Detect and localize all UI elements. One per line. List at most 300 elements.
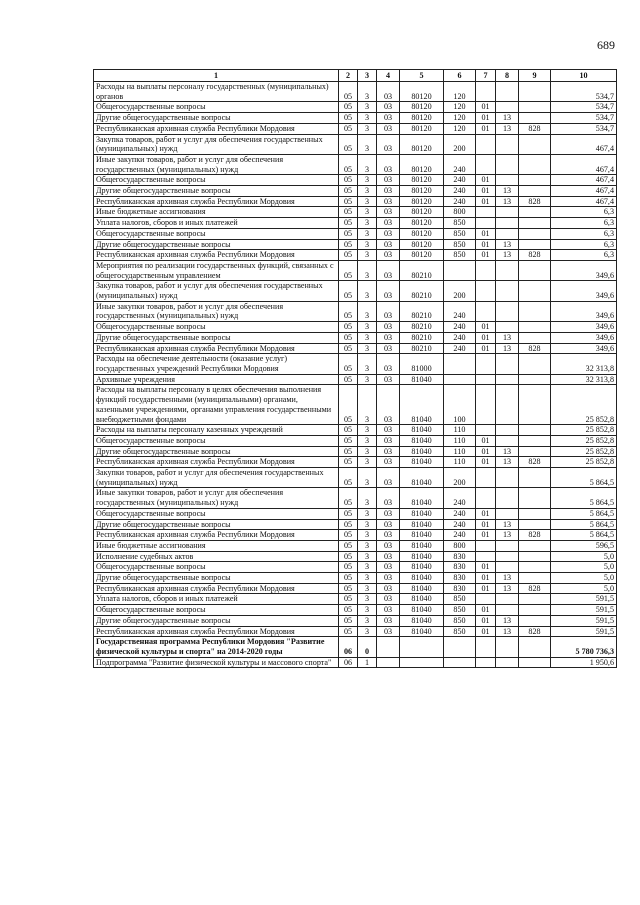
table-row (94, 322, 617, 333)
code-cell: 80120 (400, 207, 444, 218)
name-cell: Мероприятия по реализации государственных функций, связанных с общегосударственным управлением (94, 260, 339, 280)
code-cell: 100 (444, 385, 476, 425)
code-cell: 13 (496, 530, 519, 541)
code-cell: 13 (496, 583, 519, 594)
table-row (94, 343, 617, 354)
code-cell: 03 (377, 301, 400, 321)
name-cell: Иные закупки товаров, работ и услуг для обеспечения государственных (муниципальных) нужд (94, 154, 339, 174)
code-cell: 828 (519, 196, 551, 207)
code-cell: 828 (519, 530, 551, 541)
code-cell: 3 (358, 488, 377, 508)
table-row (94, 218, 617, 229)
code-cell: 06 (339, 657, 358, 668)
code-cell: 01 (476, 186, 496, 197)
code-cell: 13 (496, 615, 519, 626)
code-cell (519, 446, 551, 457)
code-cell (476, 385, 496, 425)
table-row (94, 123, 617, 134)
code-cell: 05 (339, 218, 358, 229)
code-cell: 03 (377, 354, 400, 374)
code-cell: 3 (358, 175, 377, 186)
code-cell: 80120 (400, 102, 444, 113)
code-cell: 3 (358, 218, 377, 229)
code-cell: 03 (377, 435, 400, 446)
amount-cell: 25 852,8 (551, 425, 617, 436)
header-cell: 2 (339, 70, 358, 82)
amount-cell: 5,0 (551, 583, 617, 594)
name-cell: Общегосударственные вопросы (94, 508, 339, 519)
code-cell: 03 (377, 239, 400, 250)
table-row (94, 281, 617, 301)
code-cell (476, 425, 496, 436)
code-cell: 81040 (400, 508, 444, 519)
code-cell: 05 (339, 175, 358, 186)
table-row (94, 385, 617, 425)
name-cell: Закупка товаров, работ и услуг для обеспечения государственных (муниципальных) нужд (94, 134, 339, 154)
code-cell: 05 (339, 519, 358, 530)
code-cell: 3 (358, 626, 377, 637)
code-cell: 01 (476, 322, 496, 333)
code-cell (444, 354, 476, 374)
code-cell: 01 (476, 332, 496, 343)
code-cell: 03 (377, 175, 400, 186)
code-cell: 81040 (400, 573, 444, 584)
code-cell: 80120 (400, 239, 444, 250)
table-row (94, 530, 617, 541)
table-row (94, 228, 617, 239)
code-cell: 120 (444, 123, 476, 134)
name-cell: Другие общегосударственные вопросы (94, 113, 339, 124)
code-cell: 03 (377, 332, 400, 343)
code-cell: 05 (339, 594, 358, 605)
code-cell (519, 594, 551, 605)
table-row (94, 435, 617, 446)
code-cell (519, 102, 551, 113)
table-row (94, 446, 617, 457)
code-cell (496, 562, 519, 573)
amount-cell: 5 864,5 (551, 468, 617, 488)
table-row (94, 250, 617, 261)
code-cell: 830 (444, 573, 476, 584)
table-row (94, 468, 617, 488)
code-cell (444, 260, 476, 280)
code-cell (496, 468, 519, 488)
code-cell: 80120 (400, 218, 444, 229)
code-cell: 03 (377, 343, 400, 354)
name-cell: Республиканская архивная служба Республики Мордовия (94, 343, 339, 354)
code-cell: 80120 (400, 186, 444, 197)
code-cell (496, 488, 519, 508)
code-cell: 01 (476, 457, 496, 468)
code-cell: 3 (358, 435, 377, 446)
code-cell: 120 (444, 113, 476, 124)
budget-table (93, 69, 617, 668)
code-cell: 850 (444, 605, 476, 616)
code-cell: 81040 (400, 519, 444, 530)
table-row (94, 457, 617, 468)
table-row (94, 519, 617, 530)
code-cell: 3 (358, 457, 377, 468)
code-cell: 05 (339, 583, 358, 594)
name-cell: Республиканская архивная служба Республики Мордовия (94, 123, 339, 134)
table-row (94, 605, 617, 616)
name-cell: Иные бюджетные ассигнования (94, 540, 339, 551)
amount-cell: 25 852,8 (551, 435, 617, 446)
code-cell: 03 (377, 583, 400, 594)
code-cell (496, 260, 519, 280)
code-cell: 05 (339, 354, 358, 374)
name-cell: Закупка товаров, работ и услуг для обеспечения государственных (муниципальных) нужд (94, 281, 339, 301)
code-cell (476, 154, 496, 174)
code-cell (519, 508, 551, 519)
amount-cell: 5 864,5 (551, 488, 617, 508)
code-cell (519, 551, 551, 562)
name-cell: Республиканская архивная служба Республики Мордовия (94, 457, 339, 468)
table-row (94, 551, 617, 562)
code-cell: 05 (339, 605, 358, 616)
table-row (94, 540, 617, 551)
code-cell: 828 (519, 343, 551, 354)
code-cell: 800 (444, 207, 476, 218)
name-cell: Другие общегосударственные вопросы (94, 573, 339, 584)
code-cell (519, 154, 551, 174)
code-cell: 1 (358, 657, 377, 668)
code-cell: 05 (339, 446, 358, 457)
code-cell (476, 540, 496, 551)
code-cell: 200 (444, 134, 476, 154)
name-cell: Расходы на выплаты персоналу государственных (муниципальных) органов (94, 82, 339, 102)
code-cell: 240 (444, 175, 476, 186)
code-cell (496, 281, 519, 301)
code-cell: 830 (444, 562, 476, 573)
name-cell: Другие общегосударственные вопросы (94, 186, 339, 197)
code-cell (496, 102, 519, 113)
code-cell: 13 (496, 196, 519, 207)
code-cell: 05 (339, 551, 358, 562)
code-cell: 03 (377, 281, 400, 301)
code-cell: 03 (377, 218, 400, 229)
name-cell: Республиканская архивная служба Республики Мордовия (94, 250, 339, 261)
name-cell: Республиканская архивная служба Республики Мордовия (94, 626, 339, 637)
code-cell (496, 301, 519, 321)
header-cell: 4 (377, 70, 400, 82)
code-cell: 05 (339, 425, 358, 436)
code-cell (519, 605, 551, 616)
table-row (94, 374, 617, 385)
code-cell: 03 (377, 488, 400, 508)
amount-cell: 467,4 (551, 134, 617, 154)
code-cell: 05 (339, 468, 358, 488)
code-cell: 81040 (400, 385, 444, 425)
code-cell: 03 (377, 250, 400, 261)
code-cell: 110 (444, 446, 476, 457)
code-cell: 3 (358, 250, 377, 261)
code-cell: 3 (358, 123, 377, 134)
code-cell: 05 (339, 508, 358, 519)
code-cell: 3 (358, 468, 377, 488)
code-cell: 850 (444, 239, 476, 250)
code-cell: 01 (476, 435, 496, 446)
table-row (94, 573, 617, 584)
code-cell (519, 354, 551, 374)
name-cell: Республиканская архивная служба Республики Мордовия (94, 583, 339, 594)
code-cell: 05 (339, 102, 358, 113)
code-cell: 05 (339, 123, 358, 134)
code-cell: 3 (358, 207, 377, 218)
code-cell: 3 (358, 134, 377, 154)
name-cell: Расходы на выплаты персоналу в целях обеспечения выполнения функций государственными (муниципальными) органами, казенными учреждениями, органами управления государственными внебюджетными фондами (94, 385, 339, 425)
code-cell: 800 (444, 540, 476, 551)
code-cell: 3 (358, 530, 377, 541)
code-cell: 3 (358, 239, 377, 250)
code-cell: 850 (444, 228, 476, 239)
code-cell (476, 281, 496, 301)
amount-cell: 349,6 (551, 301, 617, 321)
amount-cell: 534,7 (551, 102, 617, 113)
code-cell (476, 301, 496, 321)
code-cell (519, 468, 551, 488)
code-cell: 05 (339, 281, 358, 301)
table-row (94, 260, 617, 280)
code-cell: 80120 (400, 154, 444, 174)
code-cell: 05 (339, 626, 358, 637)
code-cell (519, 260, 551, 280)
code-cell (496, 594, 519, 605)
amount-cell: 6,3 (551, 207, 617, 218)
code-cell: 03 (377, 82, 400, 102)
code-cell: 03 (377, 457, 400, 468)
code-cell: 3 (358, 551, 377, 562)
name-cell: Другие общегосударственные вопросы (94, 239, 339, 250)
name-cell: Общегосударственные вопросы (94, 562, 339, 573)
code-cell (496, 354, 519, 374)
code-cell: 05 (339, 301, 358, 321)
code-cell: 828 (519, 250, 551, 261)
code-cell: 81040 (400, 615, 444, 626)
code-cell: 13 (496, 332, 519, 343)
code-cell: 240 (444, 332, 476, 343)
code-cell (377, 637, 400, 657)
name-cell: Общегосударственные вопросы (94, 322, 339, 333)
code-cell: 05 (339, 322, 358, 333)
code-cell: 3 (358, 562, 377, 573)
code-cell: 81040 (400, 626, 444, 637)
code-cell: 01 (476, 573, 496, 584)
code-cell: 81040 (400, 435, 444, 446)
code-cell: 3 (358, 615, 377, 626)
code-cell: 80120 (400, 175, 444, 186)
code-cell: 03 (377, 446, 400, 457)
code-cell: 80210 (400, 332, 444, 343)
code-cell: 240 (444, 186, 476, 197)
amount-cell: 349,6 (551, 322, 617, 333)
code-cell: 81040 (400, 374, 444, 385)
name-cell: Расходы на обеспечение деятельности (оказание услуг) государственных учреждений Республики Мордовия (94, 354, 339, 374)
table-row (94, 102, 617, 113)
code-cell (519, 519, 551, 530)
amount-cell: 32 313,8 (551, 354, 617, 374)
name-cell: Иные закупки товаров, работ и услуг для обеспечения государственных (муниципальных) нужд (94, 301, 339, 321)
code-cell (519, 218, 551, 229)
code-cell (496, 435, 519, 446)
code-cell: 240 (444, 530, 476, 541)
name-cell: Уплата налогов, сборов и иных платежей (94, 218, 339, 229)
code-cell: 3 (358, 354, 377, 374)
code-cell: 01 (476, 228, 496, 239)
code-cell (519, 82, 551, 102)
code-cell: 850 (444, 615, 476, 626)
code-cell (476, 488, 496, 508)
amount-cell: 5,0 (551, 562, 617, 573)
code-cell (496, 228, 519, 239)
code-cell: 240 (444, 343, 476, 354)
code-cell: 03 (377, 134, 400, 154)
code-cell (496, 605, 519, 616)
code-cell (519, 425, 551, 436)
code-cell: 240 (444, 301, 476, 321)
amount-cell: 467,4 (551, 154, 617, 174)
code-cell: 13 (496, 446, 519, 457)
code-cell: 3 (358, 332, 377, 343)
code-cell (476, 134, 496, 154)
code-cell (519, 435, 551, 446)
amount-cell: 32 313,8 (551, 374, 617, 385)
code-cell: 13 (496, 123, 519, 134)
code-cell: 03 (377, 562, 400, 573)
amount-cell: 6,3 (551, 250, 617, 261)
code-cell: 03 (377, 228, 400, 239)
code-cell (496, 154, 519, 174)
amount-cell: 534,7 (551, 123, 617, 134)
table-row (94, 488, 617, 508)
name-cell: Общегосударственные вопросы (94, 605, 339, 616)
name-cell: Республиканская архивная служба Республики Мордовия (94, 196, 339, 207)
code-cell (377, 657, 400, 668)
code-cell: 120 (444, 82, 476, 102)
code-cell: 03 (377, 615, 400, 626)
table-row (94, 207, 617, 218)
code-cell: 03 (377, 186, 400, 197)
code-cell: 03 (377, 154, 400, 174)
code-cell (519, 175, 551, 186)
code-cell: 05 (339, 228, 358, 239)
code-cell: 03 (377, 573, 400, 584)
table-row (94, 186, 617, 197)
code-cell (519, 488, 551, 508)
code-cell: 81040 (400, 551, 444, 562)
table-row (94, 583, 617, 594)
code-cell: 05 (339, 332, 358, 343)
code-cell (496, 175, 519, 186)
code-cell (476, 354, 496, 374)
code-cell (496, 657, 519, 668)
name-cell: Закупки товаров, работ и услуг для обеспечения государственных (муниципальных) нужд (94, 468, 339, 488)
code-cell: 80120 (400, 196, 444, 207)
code-cell: 05 (339, 374, 358, 385)
code-cell: 828 (519, 457, 551, 468)
code-cell (400, 637, 444, 657)
name-cell: Иные закупки товаров, работ и услуг для обеспечения государственных (муниципальных) нужд (94, 488, 339, 508)
code-cell: 03 (377, 626, 400, 637)
code-cell (496, 425, 519, 436)
code-cell: 01 (476, 615, 496, 626)
code-cell (476, 207, 496, 218)
name-cell: Исполнение судебных актов (94, 551, 339, 562)
code-cell: 200 (444, 281, 476, 301)
code-cell: 01 (476, 239, 496, 250)
name-cell: Государственная программа Республики Мордовия "Развитие физической культуры и спорта" на 2014-2020 годы (94, 637, 339, 657)
code-cell: 05 (339, 250, 358, 261)
code-cell: 06 (339, 637, 358, 657)
code-cell: 80210 (400, 281, 444, 301)
code-cell: 830 (444, 583, 476, 594)
name-cell: Другие общегосударственные вопросы (94, 446, 339, 457)
code-cell: 03 (377, 322, 400, 333)
code-cell (476, 468, 496, 488)
code-cell: 3 (358, 594, 377, 605)
amount-cell: 349,6 (551, 260, 617, 280)
code-cell (476, 82, 496, 102)
amount-cell: 467,4 (551, 175, 617, 186)
name-cell: Республиканская архивная служба Республики Мордовия (94, 530, 339, 541)
code-cell: 3 (358, 446, 377, 457)
code-cell: 828 (519, 123, 551, 134)
code-cell: 81040 (400, 468, 444, 488)
code-cell: 828 (519, 583, 551, 594)
code-cell: 03 (377, 123, 400, 134)
amount-cell: 349,6 (551, 343, 617, 354)
code-cell: 3 (358, 583, 377, 594)
code-cell: 3 (358, 343, 377, 354)
code-cell (496, 374, 519, 385)
code-cell: 3 (358, 322, 377, 333)
code-cell: 240 (444, 508, 476, 519)
code-cell: 240 (444, 519, 476, 530)
amount-cell: 534,7 (551, 113, 617, 124)
code-cell: 13 (496, 457, 519, 468)
code-cell (496, 218, 519, 229)
code-cell: 3 (358, 113, 377, 124)
table-row (94, 134, 617, 154)
code-cell: 3 (358, 508, 377, 519)
name-cell: Подпрограмма "Развитие физической культуры и массового спорта" (94, 657, 339, 668)
amount-cell: 591,5 (551, 626, 617, 637)
code-cell: 3 (358, 102, 377, 113)
code-cell (519, 615, 551, 626)
code-cell: 01 (476, 196, 496, 207)
header-cell: 3 (358, 70, 377, 82)
code-cell (476, 551, 496, 562)
code-cell: 3 (358, 196, 377, 207)
code-cell: 81040 (400, 562, 444, 573)
code-cell: 240 (444, 196, 476, 207)
code-cell (444, 637, 476, 657)
code-cell (519, 657, 551, 668)
code-cell: 80210 (400, 301, 444, 321)
code-cell: 03 (377, 551, 400, 562)
code-cell (476, 637, 496, 657)
name-cell: Общегосударственные вопросы (94, 175, 339, 186)
code-cell (519, 113, 551, 124)
amount-cell: 6,3 (551, 218, 617, 229)
page-number: 689 (597, 38, 615, 52)
name-cell: Расходы на выплаты персоналу казенных учреждений (94, 425, 339, 436)
code-cell: 3 (358, 281, 377, 301)
code-cell: 05 (339, 154, 358, 174)
code-cell: 3 (358, 154, 377, 174)
code-cell: 80120 (400, 123, 444, 134)
code-cell (476, 657, 496, 668)
